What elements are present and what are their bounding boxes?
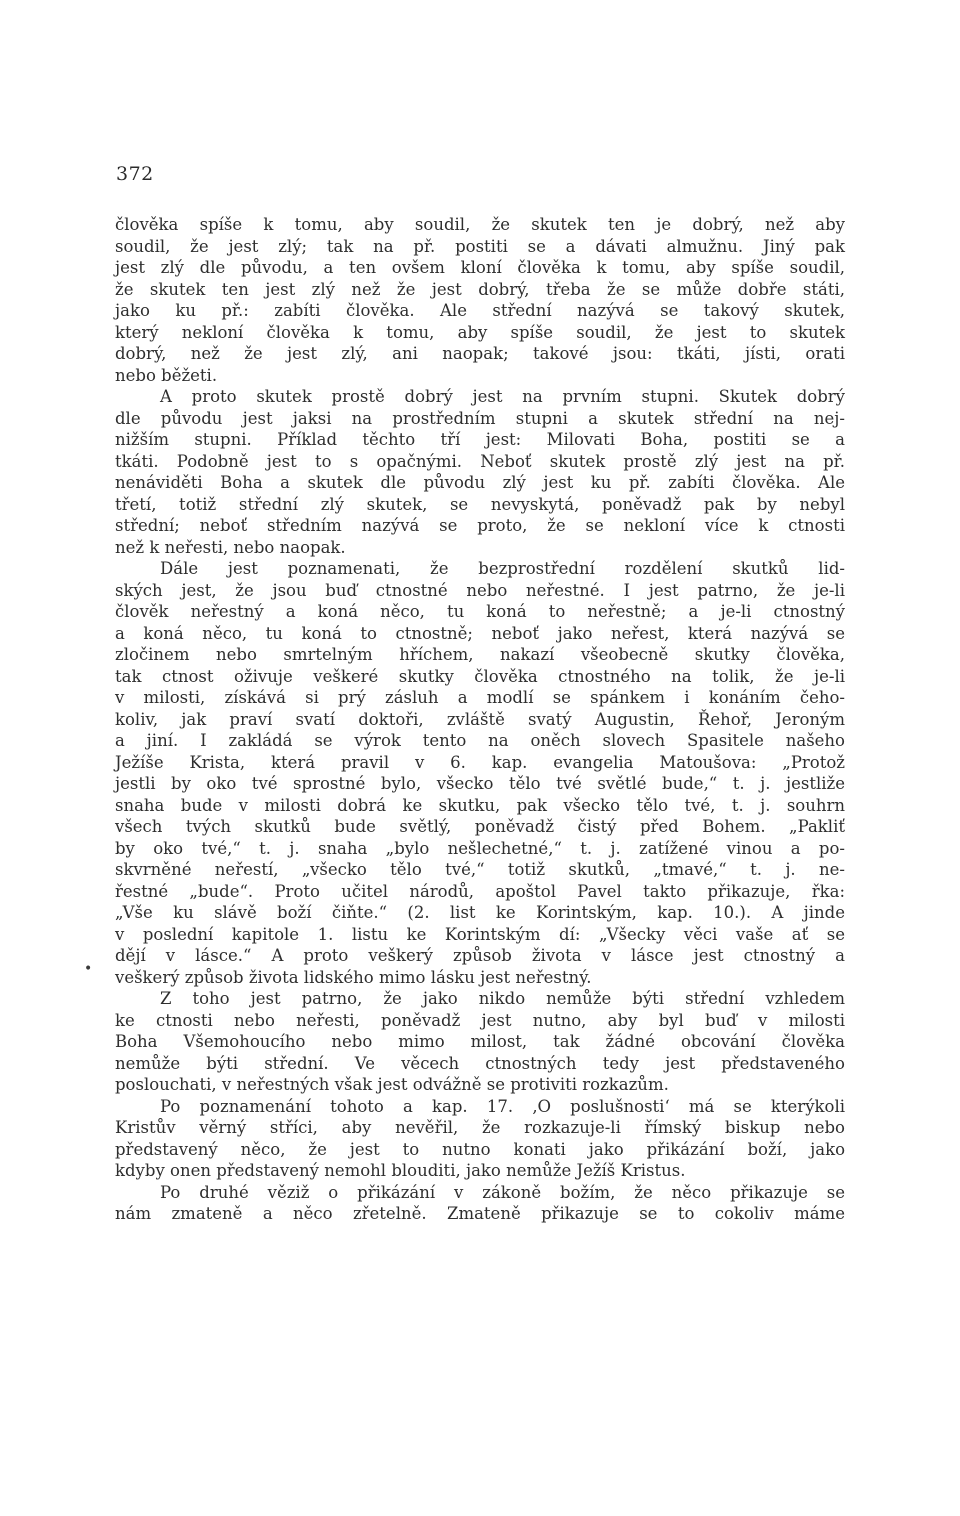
- page-number: 372: [116, 163, 154, 185]
- text-line: zločinem nebo smrtelným hříchem, nakazí všeobecně skutky člověka,: [115, 645, 845, 664]
- text-line: jestli by oko tvé sprostné bylo, všecko tělo tvé světlé bude,“ t. j. jestliže: [115, 774, 845, 793]
- text-line: dobrý, než že jest zlý, ani naopak; takové jsou: tkáti, jísti, orati: [115, 344, 845, 363]
- text-line: než k neřesti, nebo naopak.: [115, 537, 346, 557]
- text-line: člověk neřestný a koná něco, tu koná to neřestně; a je-li ctnostný: [115, 602, 845, 621]
- text-line: nenáviděti Boha a skutek dle původu zlý jest ku př. zabíti člověka. Ale: [115, 473, 845, 492]
- text-line: koliv, jak praví svatí doktoři, zvláště svatý Augustin, Řehoř, Jeroným: [115, 709, 845, 729]
- text-line: Z toho jest patrno, že jako nikdo nemůže býti střední vzhledem: [160, 989, 845, 1008]
- text-line: „Vše ku slávě boží čiňte.“ (2. list ke Korintským, kap. 10.). A jinde: [115, 903, 845, 922]
- text-line: všech tvých skutků bude světlý, poněvadž čistý před Bohem. „Pakliť: [115, 817, 845, 836]
- text-line: ských jest, že jsou buď ctnostné nebo neřestné. I jest patrno, že je-li: [115, 580, 845, 600]
- text-line: nemůže býti střední. Ve věcech ctnostných tedy jest představeného: [115, 1053, 845, 1073]
- text-line: kdyby onen představený nemohl blouditi, jako nemůže Ježíš Kristus.: [115, 1161, 686, 1180]
- text-line: ke ctnosti nebo neřesti, poněvadž jest nutno, aby byl buď v milosti: [115, 1010, 845, 1030]
- text-line: jest zlý dle původu, a ten ovšem kloní člověka k tomu, aby spíše soudil,: [115, 258, 845, 277]
- margin-mark: •: [84, 961, 93, 977]
- text-line: A proto skutek prostě dobrý jest na prvním stupni. Skutek dobrý: [160, 387, 845, 406]
- text-line: veškerý způsob života lidského mimo lásku jest neřestný.: [115, 967, 592, 987]
- text-line: skvrněné neřestí, „všecko tělo tvé,“ totiž skutků, „tmavé,“ t. j. ne-: [115, 860, 845, 879]
- text-line: nebo běžeti.: [115, 365, 218, 385]
- text-line: Kristův věrný stříci, aby nevěřil, že rozkazuje-li římský biskup nebo: [115, 1118, 845, 1137]
- text-line: střední; neboť středním nazývá se proto, že se nekloní více k ctnosti: [115, 516, 845, 535]
- text-line: nižším stupni. Příklad těchto tří jest: Milovati Boha, postiti se a: [115, 430, 845, 449]
- text-line: Po druhé věziž o přikázání v zákoně božím, že něco přikazuje se: [160, 1182, 845, 1202]
- text-line: nám zmateně a něco zřetelně. Zmateně přikazuje se to cokoliv máme: [115, 1204, 845, 1223]
- text-line: představený něco, že jest to nutno konati jako přikázání boží, jako: [115, 1139, 845, 1159]
- text-line: tak ctnost oživuje veškeré skutky člověka ctnostného na tolik, že je-li: [115, 666, 845, 686]
- text-line: Boha Všemohoucího nebo mimo milost, tak žádné obcování člověka: [115, 1032, 845, 1051]
- text-line: Ježíše Krista, která pravil v 6. kap. evangelia Matoušova: „Protož: [115, 752, 845, 772]
- text-line: soudil, že jest zlý; tak na př. postiti se a dávati almužnu. Jiný pak: [115, 236, 845, 256]
- text-line: a koná něco, tu koná to ctnostně; neboť jako neřest, která nazývá se: [115, 623, 845, 643]
- text-line: snaha bude v milosti dobrá ke skutku, pak všecko tělo tvé, t. j. souhrn: [115, 795, 845, 815]
- text-line: jako ku př.: zabíti člověka. Ale střední nazývá se takový skutek,: [115, 301, 845, 320]
- text-line: Po poznamenání tohoto a kap. 17. ‚O poslušnosti‘ má se kterýkoli: [160, 1096, 845, 1116]
- text-line: který nekloní člověka k tomu, aby spíše soudil, že jest to skutek: [115, 322, 845, 342]
- text-line: tkáti. Podobně jest to s opačnými. Neboť skutek prostě zlý jest na př.: [115, 451, 845, 471]
- body-text: [115, 214, 845, 1225]
- text-line: by oko tvé,“ t. j. snaha „bylo nešlechetné,“ t. j. zatížené vinou a po-: [115, 838, 845, 858]
- text-line: poslouchati, v neřestných však jest odvážně se protiviti rozkazům.: [115, 1075, 669, 1094]
- text-line: třetí, totiž střední zlý skutek, se nevyskytá, poněvadž pak by nebyl: [115, 494, 845, 514]
- text-line: řestné „bude“. Proto učitel národů, apoštol Pavel takto přikazuje, řka:: [115, 881, 845, 901]
- text-line: dějí v lásce.“ A proto veškerý způsob života v lásce jest ctnostný a: [115, 946, 845, 965]
- text-line: člověka spíše k tomu, aby soudil, že skutek ten je dobrý, než aby: [115, 215, 845, 234]
- text-line: dle původu jest jaksi na prostředním stupni a skutek střední na nej-: [115, 408, 845, 428]
- text-line: že skutek ten jest zlý než že jest dobrý, třeba že se může dobře státi,: [115, 279, 845, 299]
- text-line: v poslední kapitole 1. listu ke Korintským dí: „Všecky věci vaše ať se: [115, 924, 845, 944]
- text-line: Dále jest poznamenati, že bezprostřední rozdělení skutků lid-: [160, 559, 845, 578]
- text-line: v milosti, získává si prý zásluh a modlí se spánkem i konáním čeho-: [115, 688, 845, 707]
- text-line: a jiní. I zakládá se výrok tento na oněch slovech Spasitele našeho: [115, 731, 845, 750]
